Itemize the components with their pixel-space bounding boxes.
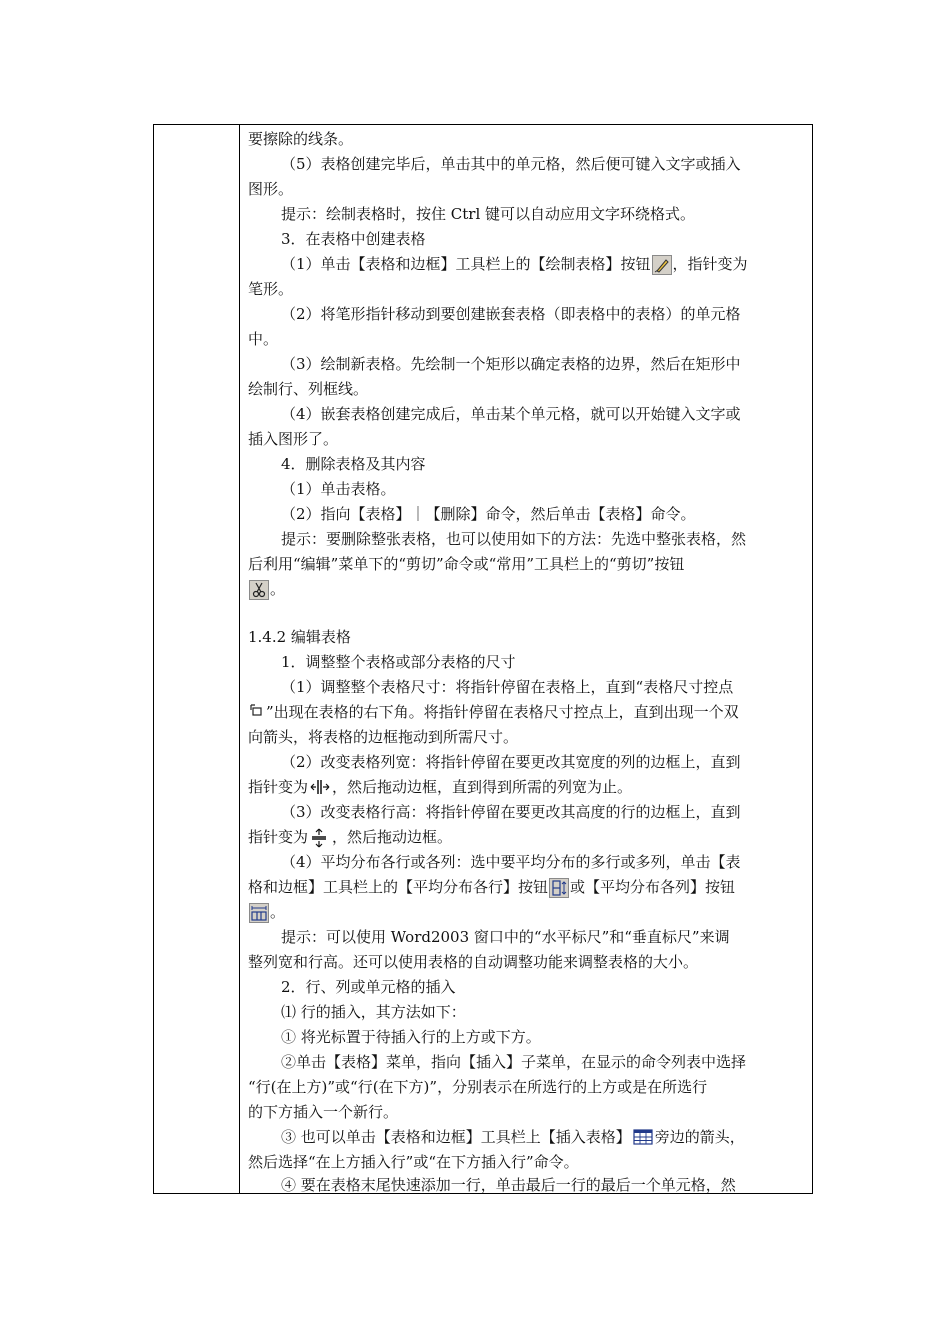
text-line: “行(在上方)”或“行(在下方)”，分别表示在所选行的上方或是在所选行 <box>248 1078 708 1096</box>
document-table <box>153 124 813 1194</box>
column-resize-cursor-icon <box>310 778 330 798</box>
text-segment: 或【平均分布各列】按钮 <box>570 878 736 896</box>
text-line: （2）指向【表格】｜【删除】命令，然后单击【表格】命令。 <box>281 505 696 523</box>
text-line: 要擦除的线条。 <box>248 130 354 148</box>
text-line: 中。 <box>248 330 279 348</box>
text-line: （4）平均分布各行或各列：选中要平均分布的多行或多列，单击【表 <box>281 853 741 871</box>
text-line <box>248 702 804 723</box>
text-line: 3．在表格中创建表格 <box>281 230 426 248</box>
text-line: 4．删除表格及其内容 <box>281 455 426 473</box>
text-line: ④ 要在表格末尾快速添加一行，单击最后一行的最后一个单元格，然 <box>281 1176 736 1194</box>
distribute-rows-icon <box>549 878 569 898</box>
text-line: ① 将光标置于待插入行的上方或下方。 <box>281 1028 541 1046</box>
text-line: （1）调整整个表格尺寸：将指针停留在表格上，直到“表格尺寸控点 <box>281 678 734 696</box>
table-resize-handle-icon <box>250 703 264 723</box>
text-line: 笔形。 <box>248 280 294 298</box>
text-segment: 格和边框】工具栏上的【平均分布各行】按钮 <box>248 878 549 896</box>
text-line: （3）改变表格行高：将指针停留在要更改其高度的行的边框上，直到 <box>281 803 741 821</box>
row-resize-cursor-icon <box>310 828 330 848</box>
text-line: （1）单击表格。 <box>281 480 396 498</box>
text-segment: 指针变为 <box>248 778 309 796</box>
text-line: 向箭头，将表格的边框拖动到所需尺寸。 <box>248 728 519 746</box>
text-segment: 指针变为 <box>248 828 309 846</box>
text-line: 插入图形了。 <box>248 430 339 448</box>
text-line: 整列宽和行高。还可以使用表格的自动调整功能来调整表格的大小。 <box>248 953 699 971</box>
text-line: （5）表格创建完毕后，单击其中的单元格，然后便可键入文字或插入 <box>281 155 741 173</box>
text-line: 后利用“编辑”菜单下的“剪切”命令或“常用”工具栏上的“剪切”按钮 <box>248 555 685 573</box>
text-line: 2．行、列或单元格的插入 <box>281 978 456 996</box>
left-column <box>154 125 240 1193</box>
text-line: 提示：可以使用 Word2003 窗口中的“水平标尺”和“垂直标尺”来调 <box>281 928 730 946</box>
text-line <box>248 1127 804 1148</box>
pencil-icon <box>652 255 672 275</box>
text-line: （2）将笔形指针移动到要创建嵌套表格（即表格中的表格）的单元格 <box>281 305 741 323</box>
text-line: 的下方插入一个新行。 <box>248 1103 399 1121</box>
text-line: （2）改变表格列宽：将指针停留在要更改其宽度的列的边框上，直到 <box>281 753 741 771</box>
text-line <box>248 254 804 275</box>
text-line: ⑴ 行的插入，其方法如下： <box>281 1003 466 1021</box>
section-heading: 1.4.2 编辑表格 <box>248 628 351 646</box>
text-line: （3）绘制新表格。先绘制一个矩形以确定表格的边界，然后在矩形中 <box>281 355 741 373</box>
text-line <box>248 902 804 923</box>
text-segment: 。 <box>270 580 286 598</box>
text-segment: 旁边的箭头， <box>654 1128 745 1146</box>
text-line <box>248 877 804 898</box>
text-line: 然后选择“在上方插入行”或“在下方插入行”命令。 <box>248 1153 579 1171</box>
text-segment: ”出现在表格的右下角。将指针停留在表格尺寸控点上，直到出现一个双 <box>266 703 739 721</box>
text-line <box>248 579 804 600</box>
distribute-columns-icon <box>249 903 269 923</box>
text-line: 提示：绘制表格时，按住 Ctrl 键可以自动应用文字环绕格式。 <box>281 205 696 223</box>
text-line: ②单击【表格】菜单，指向【插入】子菜单，在显示的命令列表中选择 <box>281 1053 747 1071</box>
scissors-icon <box>249 580 269 600</box>
content-column <box>240 125 812 1193</box>
text-line <box>248 827 804 848</box>
text-segment: （1）单击【表格和边框】工具栏上的【绘制表格】按钮 <box>281 255 651 273</box>
text-line: （4）嵌套表格创建完成后，单击某个单元格，就可以开始键入文字或 <box>281 405 741 423</box>
text-line: 图形。 <box>248 180 294 198</box>
text-segment: ③ 也可以单击【表格和边框】工具栏上【插入表格】 <box>281 1128 631 1146</box>
insert-table-icon <box>633 1128 653 1148</box>
text-segment: ，指针变为 <box>672 255 748 273</box>
text-segment: 。 <box>270 903 286 921</box>
text-segment: ，然后拖动边框，直到得到所需的列宽为止。 <box>332 778 633 796</box>
text-line: 提示：要删除整张表格，也可以使用如下的方法：先选中整张表格，然 <box>281 530 747 548</box>
text-line <box>248 777 804 798</box>
text-segment: ，然后拖动边框。 <box>332 828 453 846</box>
text-line: 绘制行、列框线。 <box>248 380 369 398</box>
text-line: 1．调整整个表格或部分表格的尺寸 <box>281 653 516 671</box>
